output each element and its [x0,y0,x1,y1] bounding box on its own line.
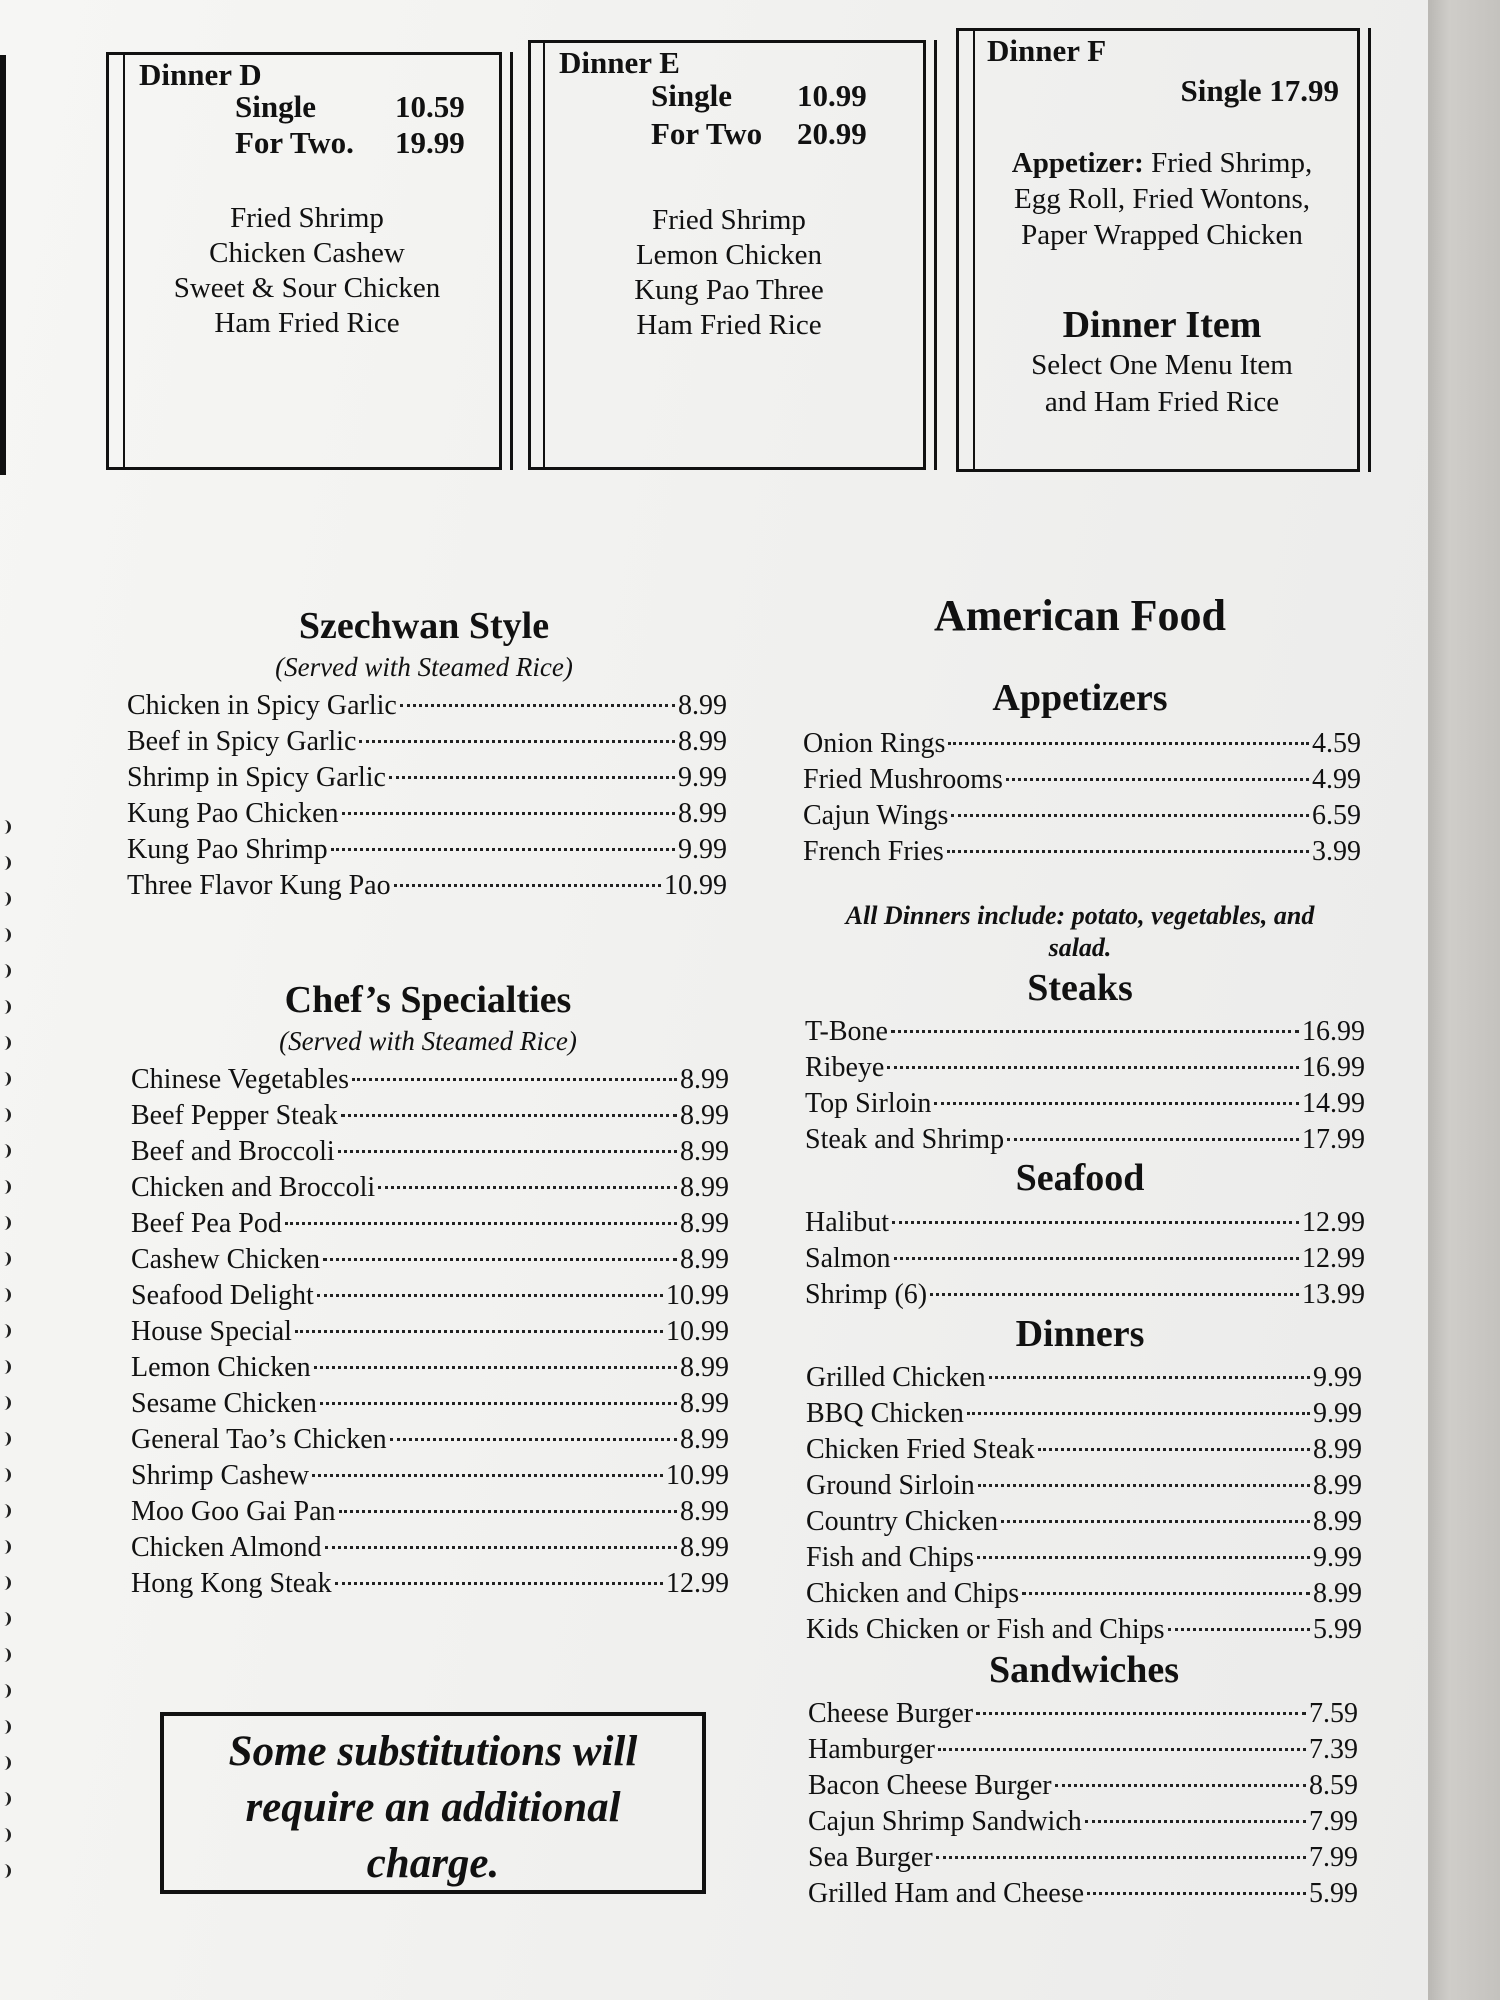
menu-item: Grilled Ham and Cheese 5.99 [808,1878,1358,1909]
dinners-list [806,1360,1362,1648]
menu-item: Steak and Shrimp 17.99 [805,1124,1365,1155]
chefs-subtitle: (Served with Steamed Rice) [279,1026,577,1056]
dinner-d-item: Chicken Cashew [209,237,405,269]
menu-item: Country Chicken 8.99 [806,1506,1362,1537]
dinner-d-item: Fried Shrimp [230,202,384,234]
sandwiches-list [808,1696,1358,1912]
menu-item: Beef Pepper Steak 8.99 [131,1100,729,1131]
menu-item: Sesame Chicken 8.99 [131,1388,729,1419]
left-page-marks [0,820,12,1920]
dinner-f-title: Dinner F [987,33,1107,68]
dinner-f-box [956,28,1360,472]
menu-item: Kids Chicken or Fish and Chips 5.99 [806,1614,1362,1645]
dinners-note-line: salad. [1048,933,1112,962]
menu-item: Shrimp (6) 13.99 [805,1279,1365,1310]
szechwan-list [127,688,727,904]
menu-item: French Fries 3.99 [803,836,1361,867]
menu-item: Moo Goo Gai Pan 8.99 [131,1496,729,1527]
substitutions-line: charge. [366,1840,500,1887]
menu-item: Grilled Chicken 9.99 [806,1362,1362,1393]
dinner-f-item-line: Select One Menu Item [1031,349,1293,381]
menu-item: Beef and Broccoli 8.99 [131,1136,729,1167]
menu-item: Cajun Wings 6.59 [803,800,1361,831]
menu-item: Hamburger 7.39 [808,1734,1358,1765]
menu-item: Chicken and Chips 8.99 [806,1578,1362,1609]
chefs-list [131,1062,729,1602]
menu-item: Fried Mushrooms 4.99 [803,764,1361,795]
dinner-e-item: Ham Fried Rice [636,309,822,341]
dinner-f-item-line: and Ham Fried Rice [1044,386,1280,418]
american-title: American Food [933,591,1227,640]
menu-item: Kung Pao Shrimp 9.99 [127,834,727,865]
menu-item: Sea Burger 7.99 [808,1842,1358,1873]
menu-item: Cashew Chicken 8.99 [131,1244,729,1275]
menu-item: Ground Sirloin 8.99 [806,1470,1362,1501]
dinner-d-two-price: 19.99 [395,125,465,160]
dinner-e-single-price: 10.99 [797,78,867,113]
substitutions-line: Some substitutions will [228,1728,638,1775]
menu-item: Cheese Burger 7.59 [808,1698,1358,1729]
dinner-e-item: Lemon Chicken [635,239,823,271]
dinner-f-item-lines [977,347,1347,421]
menu-item: T-Bone 16.99 [805,1016,1365,1047]
menu-item: Bacon Cheese Burger 8.59 [808,1770,1358,1801]
appetizers-title: Appetizers [992,677,1168,719]
menu-item: Shrimp in Spicy Garlic 9.99 [127,762,727,793]
menu-item: Chicken Fried Steak 8.99 [806,1434,1362,1465]
dinner-e-title: Dinner E [559,45,680,80]
substitutions-line: require an additional [245,1784,621,1831]
dinner-e-item: Fried Shrimp [652,204,806,236]
dinner-f-appetizer-label: Appetizer: [1011,147,1144,179]
dinner-f-appetizer [977,145,1347,253]
dinner-e-item: Kung Pao Three [634,274,824,306]
substitutions-notice [160,1712,706,1894]
menu-item: Onion Rings 4.59 [803,728,1361,759]
menu-item: House Special 10.99 [131,1316,729,1347]
dinner-e-two-label: For Two [651,116,763,151]
menu-item: Salmon 12.99 [805,1243,1365,1274]
menu-item: Chicken in Spicy Garlic 8.99 [127,690,727,721]
dinner-d-item: Sweet & Sour Chicken [173,272,441,304]
dinner-d-two-label: For Two. [235,125,354,160]
dinner-e-prices [651,77,867,153]
menu-item: Lemon Chicken 8.99 [131,1352,729,1383]
menu-item: BBQ Chicken 9.99 [806,1398,1362,1429]
menu-item: General Tao’s Chicken 8.99 [131,1424,729,1455]
menu-item: Seafood Delight 10.99 [131,1280,729,1311]
dinners-note-line: All Dinners include: potato, vegetables, and [845,901,1315,930]
dinner-e-two-price: 20.99 [797,116,867,151]
dinner-d-items [129,201,485,341]
dinners-note [800,900,1360,964]
steaks-list [805,1014,1365,1158]
menu-item: Hong Kong Steak 12.99 [131,1568,729,1599]
menu-item: Top Sirloin 14.99 [805,1088,1365,1119]
menu-item: Fish and Chips 9.99 [806,1542,1362,1573]
dinner-f-appetizer-line: Paper Wrapped Chicken [1021,219,1303,251]
dinner-d-item: Ham Fried Rice [214,307,400,339]
steaks-title: Steaks [1027,967,1133,1009]
dinner-d-single-label: Single [235,89,316,124]
appetizers-list [803,726,1361,870]
menu-item: Halibut 12.99 [805,1207,1365,1238]
menu-item: Chicken Almond 8.99 [131,1532,729,1563]
menu-item: Beef in Spicy Garlic 8.99 [127,726,727,757]
menu-item: Three Flavor Kung Pao 10.99 [127,870,727,901]
dinner-d-prices [235,89,465,161]
dinner-e-single-label: Single [651,78,732,113]
sandwiches-title: Sandwiches [988,1649,1180,1691]
page-edge [1428,0,1500,2000]
menu-item: Cajun Shrimp Sandwich 7.99 [808,1806,1358,1837]
chefs-title: Chef’s Specialties [284,979,572,1021]
dinner-e-box [528,40,926,470]
dinner-d-title: Dinner D [139,57,262,92]
dinner-f-single: Single 17.99 [1180,73,1339,108]
seafood-list [805,1205,1365,1313]
szechwan-title: Szechwan Style [298,605,550,647]
dinner-f-item-heading: Dinner Item [1062,304,1262,346]
menu-item: Shrimp Cashew 10.99 [131,1460,729,1491]
dinner-d-box [106,52,502,470]
dinner-f-appetizer-line: Fried Shrimp, [1143,147,1313,179]
szechwan-subtitle: (Served with Steamed Rice) [275,652,573,682]
menu-item: Chinese Vegetables 8.99 [131,1064,729,1095]
dinner-d-single-price: 10.59 [395,89,465,124]
menu-item: Chicken and Broccoli 8.99 [131,1172,729,1203]
dinner-e-items [549,203,909,343]
menu-item: Beef Pea Pod 8.99 [131,1208,729,1239]
menu-item: Ribeye 16.99 [805,1052,1365,1083]
left-page-border [0,55,6,475]
dinners-title: Dinners [1015,1313,1145,1355]
menu-item: Kung Pao Chicken 8.99 [127,798,727,829]
dinner-f-appetizer-line: Egg Roll, Fried Wontons, [1013,183,1310,215]
seafood-title: Seafood [1015,1157,1145,1199]
